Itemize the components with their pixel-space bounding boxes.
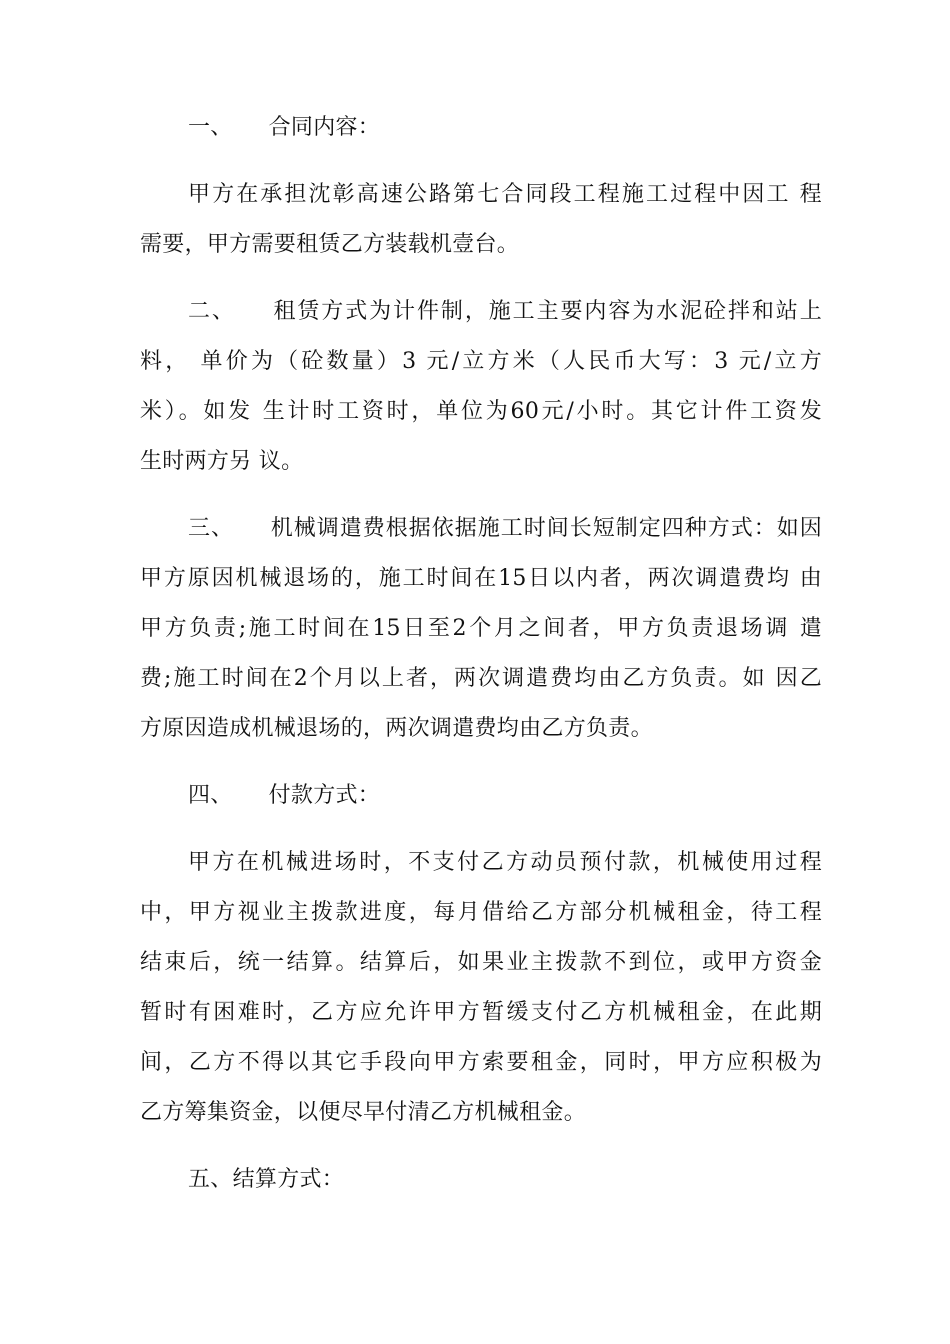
- paragraph-line: 甲方原因机械退场的，施工时间在15日以内者，两次调遣费均 由: [140, 566, 822, 591]
- section-1-number: 一、: [188, 115, 233, 140]
- section-2-first-line: [188, 297, 822, 327]
- paragraph-line: 间，乙方不得以其它手段向甲方索要租金，同时，甲方应积极为: [140, 1050, 822, 1075]
- section-1-heading: [188, 113, 870, 143]
- section-1-title: 合同内容：: [268, 115, 381, 140]
- paragraph-line: 费;施工时间在2个月以上者，两次调遣费均由乙方负责。如 因乙: [140, 666, 822, 691]
- section-2-text: 租赁方式为计件制，施工主要内容为水泥砼拌和站上: [271, 299, 822, 324]
- section-3-text: 机械调遣费根据依据施工时间长短制定四种方式：如因: [270, 516, 822, 541]
- paragraph-line: 结束后，统一结算。结算后，如果业主拨款不到位，或甲方资金: [140, 950, 822, 975]
- section-3-first-line: [188, 514, 822, 544]
- paragraph-line: 需要，甲方需要租赁乙方装载机壹台。: [140, 232, 520, 257]
- paragraph-line: 甲方负责;施工时间在15日至2个月之间者，甲方负责退场调 遣: [140, 616, 822, 641]
- paragraph-line: 乙方筹集资金，以便尽早付清乙方机械租金。: [140, 1100, 587, 1125]
- section-4-title: 付款方式：: [268, 783, 381, 808]
- section-2-number: 二、: [188, 299, 236, 324]
- paragraph-line: 中，甲方视业主拨款进度，每月借给乙方部分机械租金，待工程: [140, 900, 822, 925]
- paragraph-line: 暂时有困难时，乙方应允许甲方暂缓支付乙方机械租金，在此期: [140, 1000, 822, 1025]
- paragraph-line: 米）。如发 生计时工资时，单位为60元/小时。其它计件工资发: [140, 399, 822, 424]
- section-5-heading: 五、结算方式：: [188, 1167, 345, 1192]
- paragraph-line: 甲方在承担沈彰高速公路第七合同段工程施工过程中因工 程: [188, 182, 822, 207]
- paragraph-line: 料， 单价为（砼数量）3 元/立方米（人民币大写：3 元/立方: [140, 349, 822, 374]
- section-4-heading: [188, 781, 870, 811]
- section-4-number: 四、: [188, 783, 233, 808]
- paragraph-line: 甲方在机械进场时，不支付乙方动员预付款，机械使用过程: [188, 850, 822, 875]
- paragraph-line: 生时两方另 议。: [140, 449, 304, 474]
- section-3-number: 三、: [188, 516, 234, 541]
- paragraph-line: 方原因造成机械退场的，两次调遣费均由乙方负责。: [140, 716, 653, 741]
